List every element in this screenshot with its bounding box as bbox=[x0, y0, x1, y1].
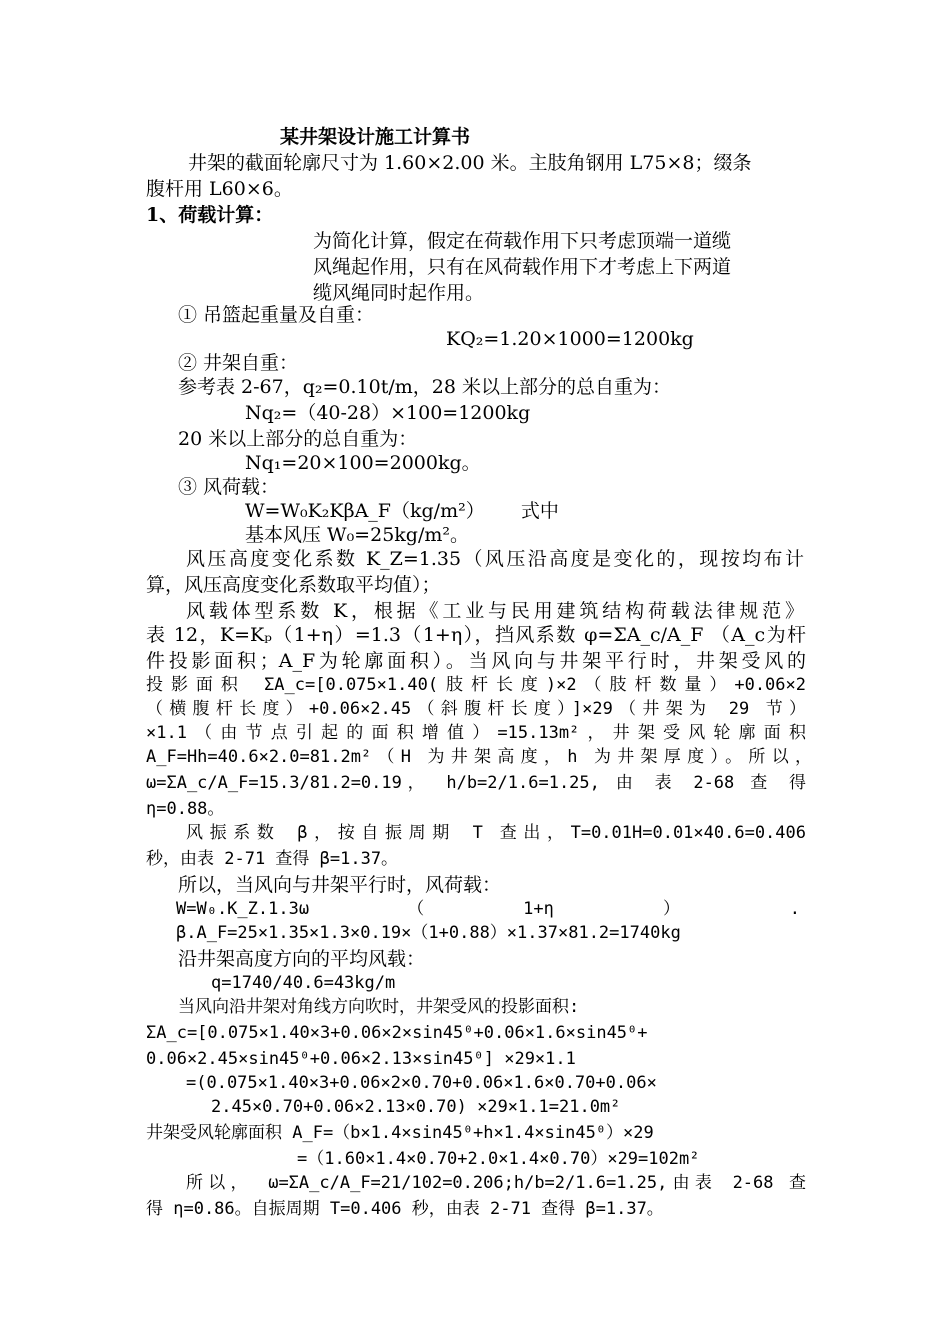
text-line: 件投影面积；A_F为轮廓面积）。当风向与井架平行时，井架受风的 bbox=[146, 650, 806, 672]
text-line: ω=ΣA_c/A_F=15.3/81.2=0.19， h/b=2/1.6=1.25, 由 表 2-68 查 得 bbox=[146, 773, 806, 793]
text-line: （横腹杆长度）+0.06×2.45（斜腹杆长度）]×29（井架为 29 节） bbox=[146, 699, 806, 719]
text-line: 腹杆用 L60×6。 bbox=[146, 178, 293, 200]
text-line: 井架的截面轮廓尺寸为 1.60×2.00 米。主肢角钢用 L75×8；缀条 bbox=[188, 152, 752, 174]
formula-line: q=1740/40.6=43kg/m bbox=[211, 973, 396, 993]
formula-line: 0.06×2.45×sin45⁰+0.06×2.13×sin45⁰] ×29×1.1 bbox=[146, 1049, 576, 1069]
formula-line: KQ₂=1.20×1000=1200kg bbox=[446, 328, 694, 350]
text-line: 当风向沿井架对角线方向吹时，井架受风的投影面积: bbox=[178, 997, 580, 1017]
document-title: 某井架设计施工计算书 bbox=[280, 126, 471, 148]
formula-line: Nq₂=（40-28）×100=1200kg bbox=[245, 402, 531, 424]
formula-line: =（1.60×1.4×0.70+2.0×1.4×0.70）×29=102m² bbox=[297, 1149, 700, 1169]
text-line: 秒，由表 2-71 查得 β=1.37。 bbox=[146, 849, 399, 869]
formula-line: W=W₀.K_Z.1.3ω （ 1+η ） . bbox=[176, 899, 800, 919]
text-line: 所以，当风向与井架平行时，风荷载： bbox=[178, 874, 502, 896]
formula-line: 2.45×0.70+0.06×2.13×0.70) ×29×1.1=21.0m² bbox=[211, 1097, 621, 1117]
text-line: η=0.88。 bbox=[146, 799, 225, 819]
text-line: A_F=Hh=40.6×2.0=81.2m²（H 为井架高度，h 为井架厚度）。所以， bbox=[146, 747, 812, 767]
text-line: 参考表 2-67，q₂=0.10t/m，28 米以上部分的总自重为： bbox=[178, 376, 671, 398]
text-line: 算，风压高度变化系数取平均值）； bbox=[146, 574, 441, 596]
text-line: 表 12，K=Kₚ（1+η）=1.3（1+η），挡风系数 φ=ΣA_c/A_F （A_c为杆 bbox=[146, 624, 806, 646]
text-line: ② 井架自重： bbox=[178, 352, 299, 374]
text-line: 风绳起作用，只有在风荷载作用下才考虑上下两道 bbox=[313, 256, 732, 278]
text-line: 20 米以上部分的总自重为： bbox=[178, 428, 418, 450]
formula-line: =(0.075×1.40×3+0.06×2×0.70+0.06×1.6×0.70+0.06× bbox=[186, 1073, 657, 1093]
formula-line: β.A_F=25×1.35×1.3×0.19×（1+0.88）×1.37×81.2=1740kg bbox=[176, 923, 681, 943]
text-line: 基本风压 W₀=25kg/m²。 bbox=[245, 524, 469, 546]
text-line: 缆风绳同时起作用。 bbox=[313, 282, 485, 304]
text-line: 得 η=0.86。自振周期 T=0.406 秒，由表 2-71 查得 β=1.37。 bbox=[146, 1199, 664, 1219]
text-line: 沿井架高度方向的平均风载： bbox=[178, 948, 426, 970]
text-line: 为简化计算，假定在荷载作用下只考虑顶端一道缆 bbox=[313, 230, 732, 252]
text-line: 投影面积 ΣA_c=[0.075×1.40(肢杆长度)×2（肢杆数量）+0.06×2 bbox=[146, 675, 806, 695]
formula-line: ΣA_c=[0.075×1.40×3+0.06×2×sin45⁰+0.06×1.6×sin45⁰+ bbox=[146, 1023, 648, 1043]
text-line: 风振系数 β，按自振周期 T 查出，T=0.01H=0.01×40.6=0.406 bbox=[186, 823, 806, 843]
formula-line: Nq₁=20×100=2000kg。 bbox=[245, 452, 481, 474]
text-line: 风压高度变化系数 K_Z=1.35（风压沿高度是变化的，现按均布计 bbox=[186, 548, 804, 570]
formula-line: W=W₀K₂KβA_F（kg/m²） 式中 bbox=[245, 500, 559, 522]
section-heading: 1、荷载计算： bbox=[146, 204, 274, 226]
text-line: ③ 风荷载： bbox=[178, 476, 280, 498]
formula-line: 井架受风轮廓面积 A_F=（b×1.4×sin45⁰+h×1.4×sin45⁰）×29 bbox=[146, 1123, 654, 1143]
text-line: 风载体型系数 K，根据《工业与民用建筑结构荷载法律规范》 bbox=[186, 600, 804, 622]
text-line: ×1.1（由节点引起的面积增值）=15.13m²，井架受风轮廓面积 bbox=[146, 723, 806, 743]
text-line: ① 吊篮起重量及自重： bbox=[178, 304, 375, 326]
text-line: 所以， ω=ΣA_c/A_F=21/102=0.206;h/b=2/1.6=1.25,由表 2-68 查 bbox=[186, 1173, 806, 1193]
